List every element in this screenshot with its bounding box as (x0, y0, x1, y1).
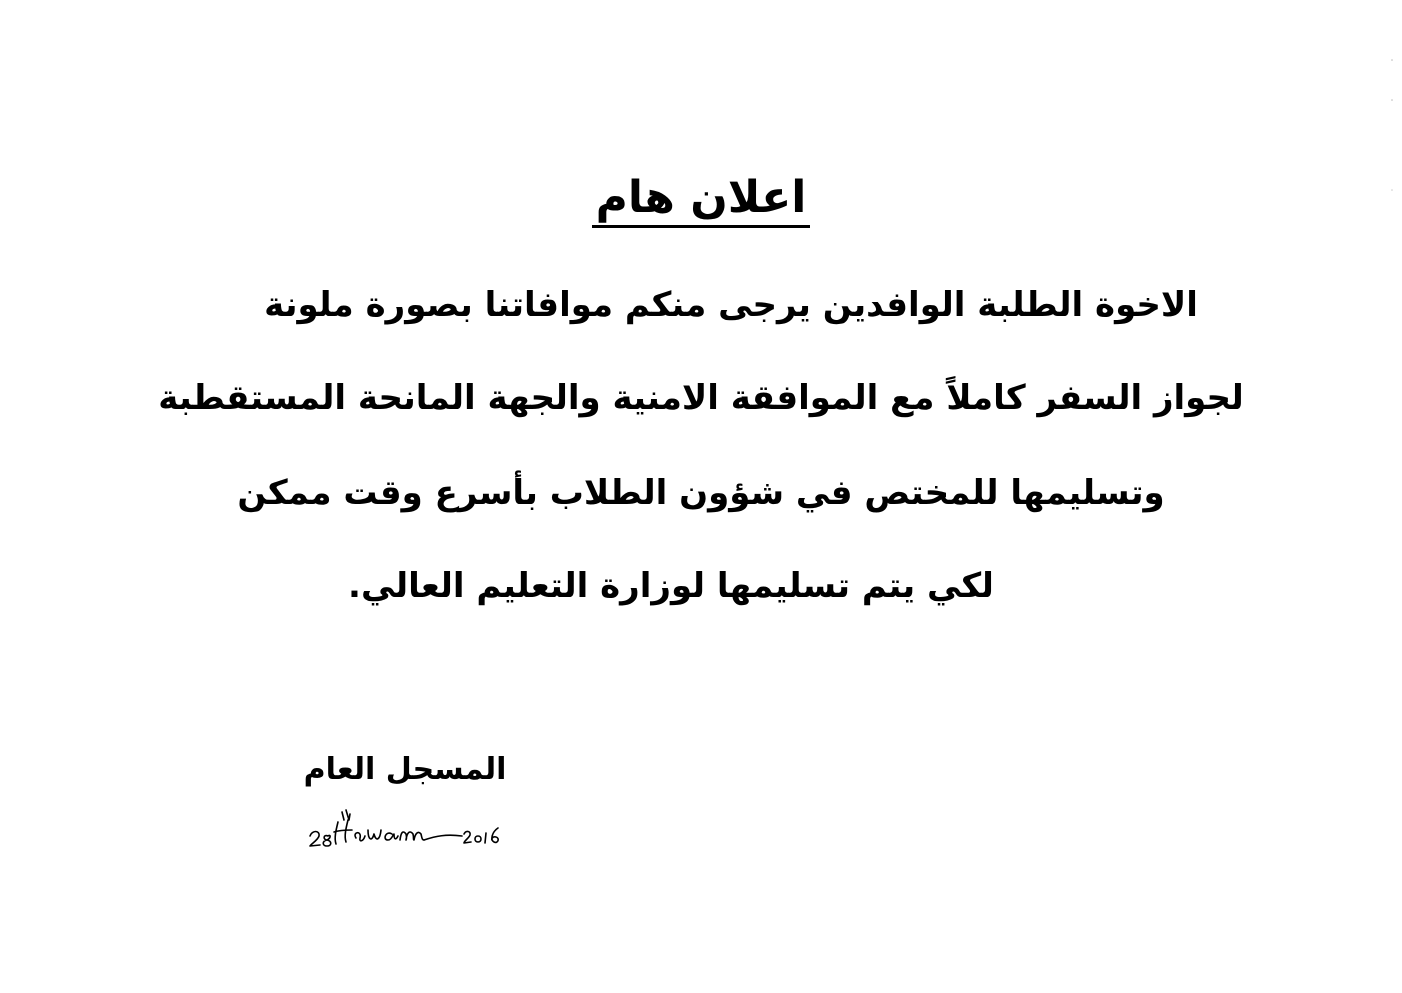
registrar-title: المسجل العام (303, 752, 507, 787)
announcement-line-2: لجواز السفر كاملاً مع الموافقة الامنية والجهة المانحة المستقطبة (158, 378, 1244, 418)
announcement-line-1: الاخوة الطلبة الوافدين يرجى منكم موافاتنا بصورة ملونة (264, 285, 1198, 325)
announcement-title (0, 168, 1402, 228)
announcement-title-text: اعلان هام (592, 172, 811, 228)
announcement-line-3: وتسليمها للمختص في شؤون الطلاب بأسرع وقت ممكن (237, 473, 1165, 513)
announcement-line-4: لكي يتم تسليمها لوزارة التعليم العالي. (348, 566, 994, 606)
handwritten-signature (306, 800, 516, 860)
scan-artifact (1390, 40, 1394, 240)
